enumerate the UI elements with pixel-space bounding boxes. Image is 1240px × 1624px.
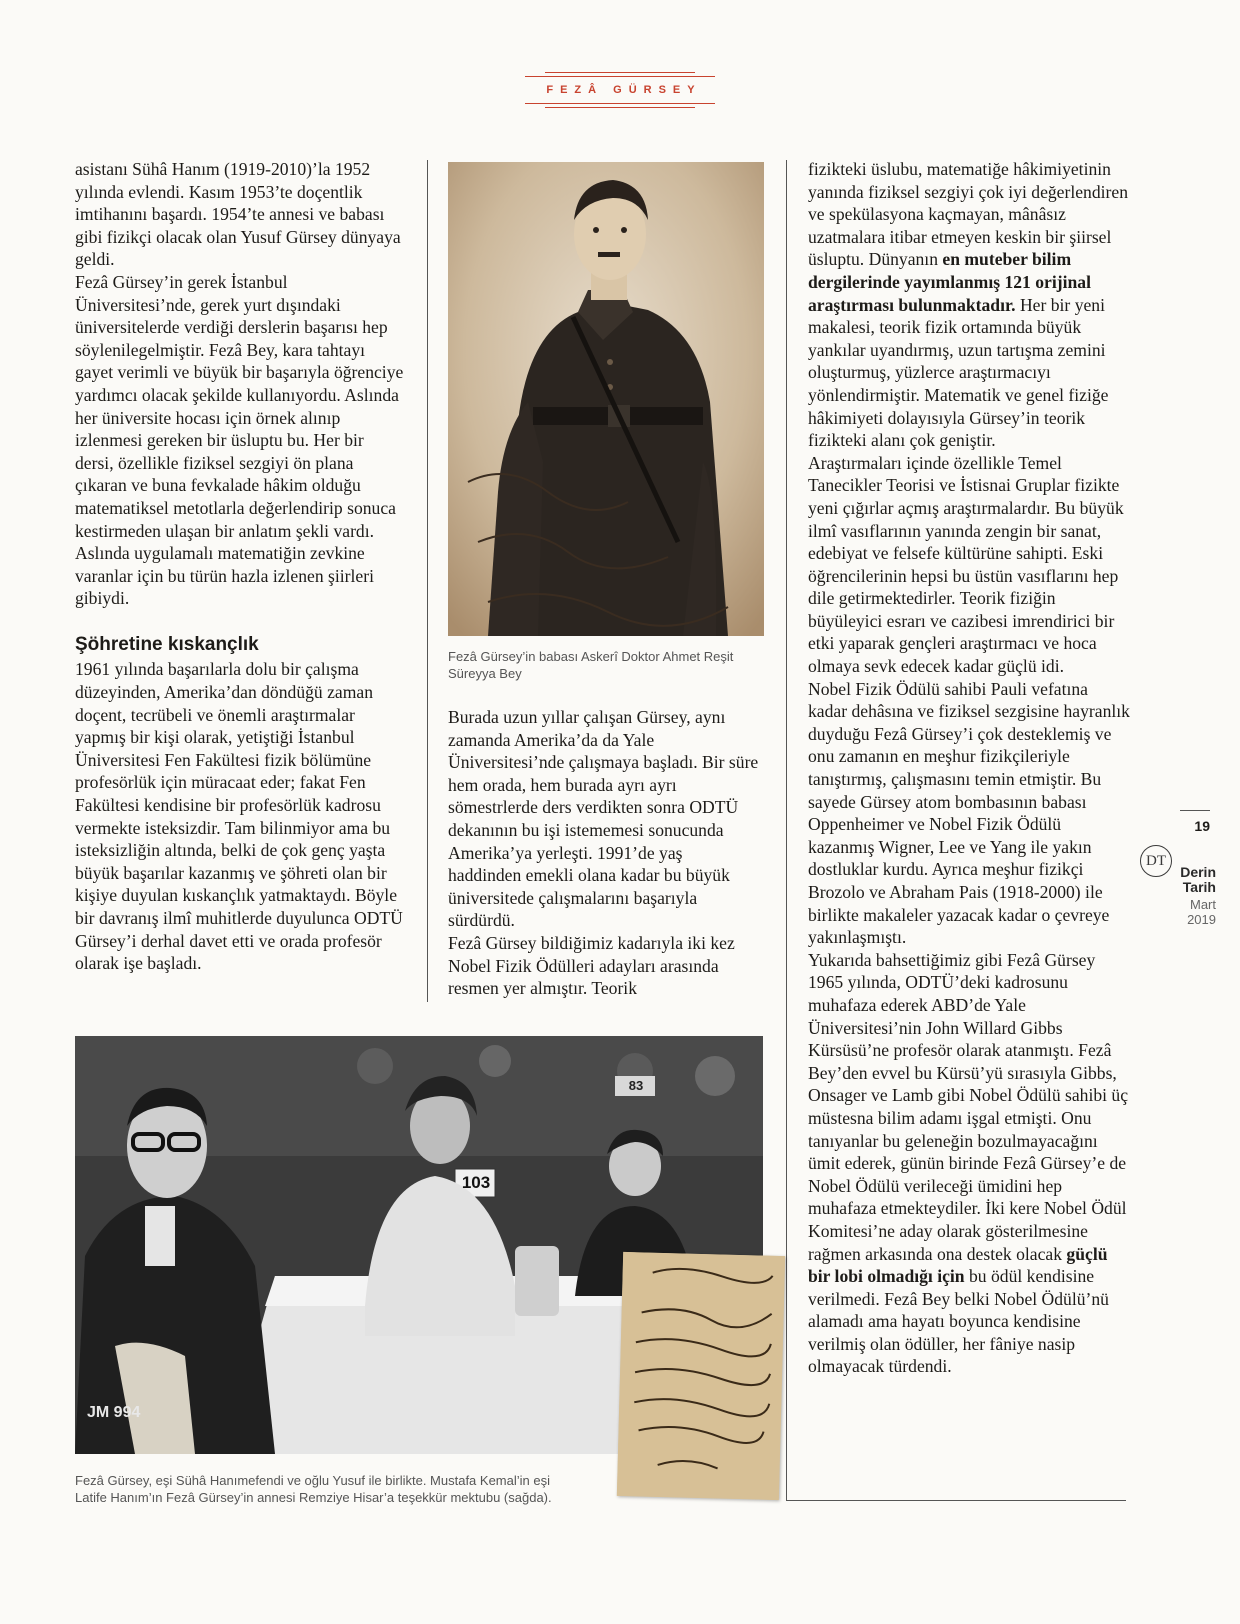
caption-line: Fezâ Gürsey, eşi Sühâ Hanımefendi ve oğlu Yusuf ile birlikte. Mustafa Kemal’in eşi bbox=[75, 1473, 550, 1488]
officer-photo-caption: Fezâ Gürsey’in babası Askerî Doktor Ahmet Reşit Süreyya Bey bbox=[448, 649, 734, 681]
magazine-brand bbox=[1168, 865, 1216, 895]
paragraph-text: Her bir yeni makalesi, teorik fizik ortamında büyük yankılar uyandırmış, uzun tartışma zemini oluşturmuş, yüzlerce araştırmacıyı yönlendirmiştir. Matematik ve genel fiziğe hâkimiyeti dolayısıyla Gürsey’in teorik fizikteki alanı çok geniştir. bbox=[808, 294, 1109, 451]
officer-portrait-photo bbox=[448, 162, 764, 636]
paragraph: asistanı Sühâ Hanım (1919-2010)’la 1952 yılında evlendi. Kasım 1953’te doçentlik imtihanını başardı. 1954’te annesi ve babası gibi fizikçi olacak olan Yusuf Gürsey dünyaya geldi. bbox=[75, 159, 401, 270]
column-divider bbox=[786, 160, 787, 1500]
caption-line: Latife Hanım’ın Fezâ Gürsey’in annesi Remziye Hisar’a teşekkür mektubu (sağda). bbox=[75, 1490, 552, 1505]
issue-date bbox=[1168, 897, 1216, 927]
text-column-2 bbox=[448, 706, 760, 1000]
table-number-card: 103 bbox=[461, 1173, 491, 1192]
header-title: FEZÂ GÜRSEY bbox=[546, 84, 702, 96]
paragraph: Fezâ Gürsey’in gerek İstanbul Üniversitesi’nde, gerek yurt dışındaki üniversitelerde verdiği derslerin başarısı hep söylenilegelmiştir. Fezâ Bey, kara tahtayı gayet verimli ve büyük bir başarıyla öğrenciye yardımcı olacak şekilde kullanıyordu. Aslında her üniversite hocası için örnek alınıp izlenmesi gereken bir üsluptu bu. Her bir dersi, özellikle fiziksel sezgiyi ön plana çıkaran ve buna fevkalade hâkim olduğu matematiksel metotlarla değerlendirip sonuca kestirmeden ulaşan bir anlatım şekli vardı. Aslında uygulamalı matematiğin zevkine varanlar için bu türün hazla izlenen şiirleri gibiydi. bbox=[75, 271, 404, 609]
paragraph: Burada uzun yıllar çalışan Gürsey, aynı zamanda Amerika’da da Yale Üniversitesi’nde çalışmaya başladı. Bir süre hem orada, hem burada ayrı ayrı sömestrlerde ders verdikten sonra ODTÜ dekanının bu işi istememesi sonucunda Amerika’ya yerleşti. 1991’de yaş haddinden emekli olana kadar bu büyük üniversitede çalışmalarını başarıyla sürdürdü. bbox=[448, 707, 759, 931]
column-divider bbox=[427, 160, 428, 1002]
text-column-1 bbox=[75, 158, 405, 975]
issue-month: Mart bbox=[1190, 897, 1216, 912]
page-number: 19 bbox=[1194, 818, 1210, 834]
paragraph: 1961 yılında başarılarla dolu bir çalışma düzeyinden, Amerika’dan döndüğü zaman doçent, tecrübeli ve önemli araştırmalar yapmış bir kişi olarak, yetiştiği İstanbul Üniversitesi Fen Fakültesi fizik bölümüne profesörlük için müracaat eder; fakat Fen Fakültesi kendisine bir profesörlük kadrosu vermekte isteksizdir. Tam bilinmiyor ama bu isteksizliğin altında, belki de çok genç yaşta büyük başarılar kazanmış ve şöhreti olan bir kişiye duyulan kıskançlık yatmaktaydı. Böyle bir davranış ilmî muhitlerde duyulunca ODTÜ Gürsey’i derhal davet etti ve orada profesör olarak işe başladı. bbox=[75, 659, 403, 974]
magazine-logo-badge: DT bbox=[1140, 845, 1172, 877]
running-header bbox=[490, 72, 750, 108]
header-rules-top bbox=[490, 72, 750, 77]
paragraph: Araştırmaları içinde özellikle Temel Tanecikler Teorisi ve İstisnai Gruplar fizikte yeni çığırlar açmış araştırmalardır. Bu büyük ilmî vasıflarının yanında zengin bir sanat, edebiyat ve felsefe kültürüne sahipti. Eski öğrencilerinin hepsi bu üstün vasıflarını hep dile getirmektedirler. Teorik fiziğin büyüleyici esrarı ve cazibesi imrendirici bir etki yaparak gençleri araştırmacı ve hoca olmaya sevk edecek kadar güçlü idi. bbox=[808, 452, 1124, 677]
letter-photo bbox=[617, 1252, 785, 1500]
brand-line: Derin bbox=[1180, 864, 1216, 880]
background-table-number: 83 bbox=[628, 1078, 644, 1093]
officer-portrait-image bbox=[448, 162, 764, 636]
paragraph-bold-text: en muteber bilim dergilerinde yayımlanmış 121 orijinal araştırması bulunmaktadır. bbox=[808, 249, 1091, 315]
page-number-rule bbox=[1180, 810, 1210, 811]
brand-line: Tarih bbox=[1182, 879, 1216, 895]
paragraph bbox=[808, 949, 1130, 1378]
text-column-3 bbox=[808, 158, 1130, 1378]
paragraph: Nobel Fizik Ödülü sahibi Pauli vefatına kadar dehâsına ve fiziksel sezgisine hayranlık duyduğu Fezâ Gürsey’i çok desteklemiş ve onu zamanın en meşhur fizikçileriyle tanıştırmış, çalışmasını temin etmiştir. Bu sayede Gürsey atom bombasının babası Oppenheimer ve Nobel Fizik Ödülü kazanmış Wigner, Lee ve Yang ile yakın dostluklar kurdu. Ayrıca meşhur fizikçi Brozolo ve Abraham Pais (1918-2000) ile birlikte makaleler yazacak kadar o çevreye yakınlaşmıştı. bbox=[808, 678, 1130, 948]
column-bottom-rule bbox=[786, 1500, 1126, 1501]
paragraph-text: bu ödül kendisine verilmedi. Fezâ Bey belki Nobel Ödülü’nü alamadı ama hayatı boyunca kendisine verilmiş olan ödüller, her fâniye nasip olmayacak türdendi. bbox=[808, 1266, 1109, 1377]
section-heading: Şöhretine kıskançlık bbox=[75, 633, 259, 655]
paragraph-text: fizikteki üslubu, matematiğe hâkimiyetinin yanında fiziksel sezgiyi çok iyi değerlendiren ve spekülasyona kaçmayan, mânâsız uzatmalara itibar etmeyen keskin bir şiirsel üsluptu. Dünyanın bbox=[808, 159, 1128, 270]
photo-stamp: JM 994 bbox=[87, 1404, 141, 1421]
paragraph bbox=[808, 158, 1130, 452]
paragraph-text: Yukarıda bahsettiğimiz gibi Fezâ Gürsey 1965 yılında, ODTÜ’deki kadrosunu muhafaza ederek ABD’de Yale Üniversitesi’nin John Willard Gibbs Kürsüsü’ne profesör olarak atanmıştı. Fezâ Bey’den evvel bu Kürsü’yü sırasıyla Gibbs, Onsager ve Lamb gibi Nobel Ödülü sahibi üç müstesna bilim adamı işgal etmişti. Onu tanıyanlar bu geleneğin bozulmayacağını ümit ederek, günün birinde Fezâ Gürsey’e de Nobel Ödülü verileceği ümidini hep muhafaza etmekteydiler. İki kere Nobel Ödül Komitesi’ne aday olarak gösterilmesine rağmen arkasında ona destek olacak bbox=[808, 949, 1129, 1264]
paragraph-bold-text: güçlü bir lobi olmadığı için bbox=[808, 1243, 1108, 1287]
paragraph: Fezâ Gürsey bildiğimiz kadarıyla iki kez Nobel Fizik Ödülleri adayları arasında resmen yer almıştır. Teorik bbox=[448, 932, 735, 999]
family-photo-caption bbox=[75, 1472, 775, 1506]
header-rules-bottom bbox=[490, 103, 750, 108]
letter-handwriting-image bbox=[617, 1252, 785, 1500]
issue-year: 2019 bbox=[1187, 912, 1216, 927]
